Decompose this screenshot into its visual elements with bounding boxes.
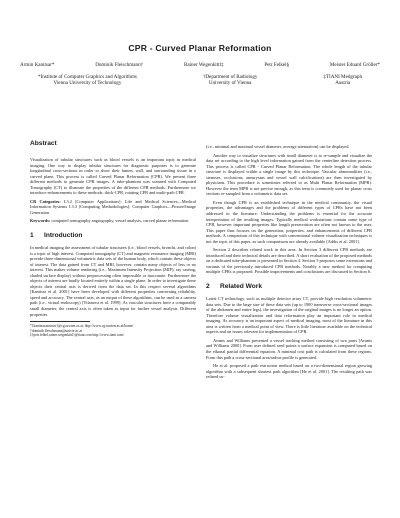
affiliation-line: University of Vienna	[208, 80, 252, 86]
footnote-divider	[30, 321, 90, 322]
affiliation-line: Austria	[335, 80, 351, 86]
section-title: Introduction	[44, 232, 83, 240]
author-name: Petr Felkel§	[264, 62, 290, 68]
cr-categories-text: I.3.2 [Computer Applications]: Life and Medical Sciences—Medical Information Systems I.3.3 [Computing Methodologies]: Computer Graphics—Picture/Image Generation	[30, 198, 196, 215]
footnote: †dominik.fleischmann@univie.ac.at	[30, 328, 83, 333]
related-work-paragraph: He et al. proposed a path extraction method based on a two-dimensional region growing algorithm with a subsequent shortest path algorithm [He et al. 2001]. The resulting path was refined us-	[206, 363, 372, 380]
intro-text: In medical imaging the assessment of tubular structures (i.e., blood vessels, bronchi, and colon) is a topic of high interest. Computed tomography (CT) and magnetic resonance imaging (MRI) provide three-dimensional volumetric data sets of the human body, which contain these objects of interest. The data gained from CT and MRI, however, contain many objects of less or no interest. This makes volume rendering (i.e., Maximum Intensity Projection (MIP), ray casting, shaded surface display) without preprocessing often impossible or inaccurate. Furthermore the objects of interest are hardly located entirely within a single plane. In order to investigate these objects their central axis is derived from the data set. In this respect several algorithms [Kanitsar et al. 2001] have been developed with different properties concerning reliability, speed and accuracy. The central axis, as an output of these algorithms, can be used as a camera path (i.e., virtual endoscopy) [Vilanova et al. 1999]. As vascular structures have a comparably small diameter, the central axis is often taken as input for further vessel analysis. Different properties	[30, 245, 196, 317]
footnote: *{kanitsar,meister}@cg.tuwien.ac.at, http://www.cg.tuwien.ac.at/home/	[30, 324, 134, 329]
affiliation-line: *Institute of Computer Graphics and Algorithms	[38, 74, 137, 80]
paper-title: CPR - Curved Planar Reformation	[128, 43, 272, 53]
intro-text-cont: (i.e., minimal and maximal vessel diameter, average attenuation) can be displayed.	[206, 144, 350, 149]
intro-paragraph: Section 2 describes related work in this area. In Section 3 different CPR methods are introduced and their technical details are described. A short evaluation of the proposed methods on a dedicated tube-phantom is presented in Section 4. Section 5 proposes some extensions and variants of the previously introduced CPR methods. Notably a new method for computing multiple CPRs is proposed. Possible improvements and conclusions are discussed in Section 6.	[206, 247, 372, 275]
affiliation-line: †Department of Radiology	[202, 74, 258, 80]
author-name: Armin Kanitsar*	[20, 62, 55, 68]
author-name: Dominik Fleischmann†	[95, 62, 144, 68]
affiliation-line: ‡TIANI Medgraph	[323, 74, 362, 80]
right-column	[206, 144, 372, 383]
intro-paragraph: Even though CPR is an established technique in the medical community, the visual properties, the advantages and the problems of different types of CPRs have not been addressed in the literature. Understanding the problems is essential for the accurate interpretation of the resulting images. Typically medical workstations contain some type of CPR, however important properties like length preservation are often not known to the user. This paper thus focuses on the generation, properties, and enhancements of different CPR methods. A comparison of this technique with conventional volume visualization techniques is not the topic of this paper, as such comparisons are already available [Addis et al. 2001].	[206, 199, 372, 244]
affiliation-line: Vienna University of Technology	[53, 80, 122, 86]
left-column	[30, 140, 196, 337]
intro-paragraph: Another way to visualize structures with small diameter is to re-sample and visualize the data set according to the high level information gained from the centerline detection process. This process is called CPR - Curved Planar Reformation. The whole length of the tubular structure is displayed within a single image by this technique. Vascular abnormalities (i.e., stenoses, occlusions, aneurysms and vessel wall calcifications) are then investigated by physicians. This procedure is sometimes referred to as Multi Planar Reformation (MPR). However the term MPR is not precise enough, as this term is commonly used for planar cross sections re-sampled from a volumetric data set.	[206, 152, 372, 197]
section-title: Related Work	[220, 283, 263, 291]
affiliation	[38, 74, 137, 86]
abstract-heading: Abstract	[30, 140, 57, 147]
intro-heading	[30, 232, 196, 240]
related-work-paragraph: Avants and Williams presented a vessel tracking method consisting of two parts [Avants and Williams 2000]. From user defined seed points a surface expansion is computed based on the eikonal partial differential equation. A minimal cost path is calculated from these regions. From this path a cross-sectional area/radius profile is generated.	[206, 337, 372, 360]
keywords-label: Keywords:	[30, 218, 51, 224]
related-work-paragraph: Latest CT technology, such as multiple detector array CT, provide high resolution volumetric data sets. Due to the large size of these data sets (up to 1900 transverse cross-sectional images of the abdomen and entire legs), the investigation of the original images is no longer an option. Therefore volume visualization and data reformation play an important role in medical imaging. As accuracy is an important aspect of medical imaging, most of the literature in this area is written from a medical point of view. There is little literature available on the technical aspects and on issues relevant for implementation of CPR.	[206, 296, 372, 335]
affiliation	[323, 74, 362, 86]
abstract-text: Visualization of tubular structures such as blood vessels is an important topic in medical imaging. One way to display tubular structures for diagnostic purposes is to generate longitudinal cross-sections in order to show their lumen, wall, and surrounding tissue in a curved plane. This process is called Curved Planar Reformation (CPR). We present three different methods to generate CPR images. A tube-phantom was scanned with Computed Tomography (CT) to illustrate the properties of the different CPR methods. Furthermore we introduce enhancements to these methods: thick-CPR, rotating CPR and multi-path CPR.	[30, 157, 196, 196]
author-list	[20, 62, 380, 68]
affiliation	[203, 74, 258, 86]
keywords-text: computed tomography angiography, vessel analysis, curved planar reformation	[51, 218, 189, 224]
footnote: ‡{petr.felkel,rainer.wegenkittl}@tiani.com http://www.tiani.com/	[30, 332, 125, 337]
related-work-heading	[206, 283, 372, 291]
cr-categories-label: CR Categories:	[30, 198, 61, 204]
affiliation-list	[38, 74, 362, 86]
keywords	[30, 218, 196, 224]
cr-categories	[30, 199, 196, 216]
author-name: Rainer Wegenkittl‡	[183, 62, 224, 68]
author-name: Meister Eduard Gröller*	[329, 62, 380, 68]
section-number: 1	[30, 232, 34, 240]
section-number: 2	[206, 283, 210, 291]
